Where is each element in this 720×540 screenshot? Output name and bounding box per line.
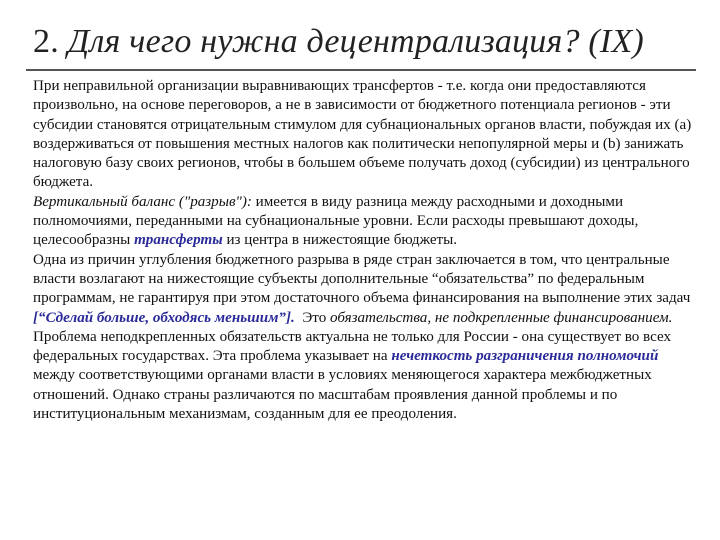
paragraph-4-text-a: Проблема неподкрепленных обязательств актуальна не только для России - она существует во всех федеральных государствах. Эта проблема указывает на xyxy=(33,328,672,365)
paragraph-3-text: Одна из причин углубления бюджетного разрыва в ряде стран заключается в том, что центральные власти возлагают на нижестоящие субъекты дополнительные “обязательства” по федеральным программам, не гарантируя при этом достаточного объема финансирования на выполнение этих задач xyxy=(33,251,691,307)
unfunded-mandates-phrase: обязательства, не подкрепленные финансированием. xyxy=(330,309,673,326)
slide-body xyxy=(33,77,695,424)
highlight-unclear-powers: нечеткость разграничения полномочий xyxy=(391,348,659,365)
title-text: Для чего нужна децентрализация? (IX) xyxy=(67,23,644,60)
highlight-transfers: трансферты xyxy=(134,232,223,249)
paragraph-3-gap: Это xyxy=(294,309,331,326)
paragraph-4-text-b: между соответствующими органами власти в условиях меняющегося характера межбюджетных отношений. Однако страны различаются по масштабам проявления данной проблемы и по институциональным механизмам, созданным для ее преодоления. xyxy=(33,367,652,423)
paragraph-budget-gap xyxy=(33,251,695,328)
title-rule xyxy=(26,69,696,71)
paragraph-2-text-a: имеется в виду разница между расходными и доходными полномочиями, переданными на субнациональные уровни. Если расходы превышают доходы, целесообразны xyxy=(33,193,639,249)
paragraph-1-text: При неправильной организации выравнивающих трансфертов - т.е. когда они предоставляются произвольно, на основе переговоров, а не в зависимости от бюджетного потенциала регионов - эти субсидии становятся отрицательным стимулом для субнациональных органов власти, побуждая их (а) воздерживаться от повышения местных налогов как политически непопулярной меры и (b) занижать налоговую базу своих регионов, чтобы в большем объеме получать доход (субсидии) из центрального бюджета. xyxy=(33,78,692,191)
paragraph-vertical-balance xyxy=(33,193,695,251)
paragraph-unfunded-mandates xyxy=(33,328,695,424)
paragraph-transfers xyxy=(33,77,695,193)
paragraph-2-text-b: из центра в нижестоящие бюджеты. xyxy=(222,232,458,249)
title-number: 2. xyxy=(33,23,59,60)
vertical-balance-term: Вертикальный баланс ("разрыв"): xyxy=(33,193,252,210)
slide-title xyxy=(33,22,693,62)
highlight-do-more-with-less: [“Сделай больше, обходясь меньшим”]. xyxy=(33,309,295,326)
